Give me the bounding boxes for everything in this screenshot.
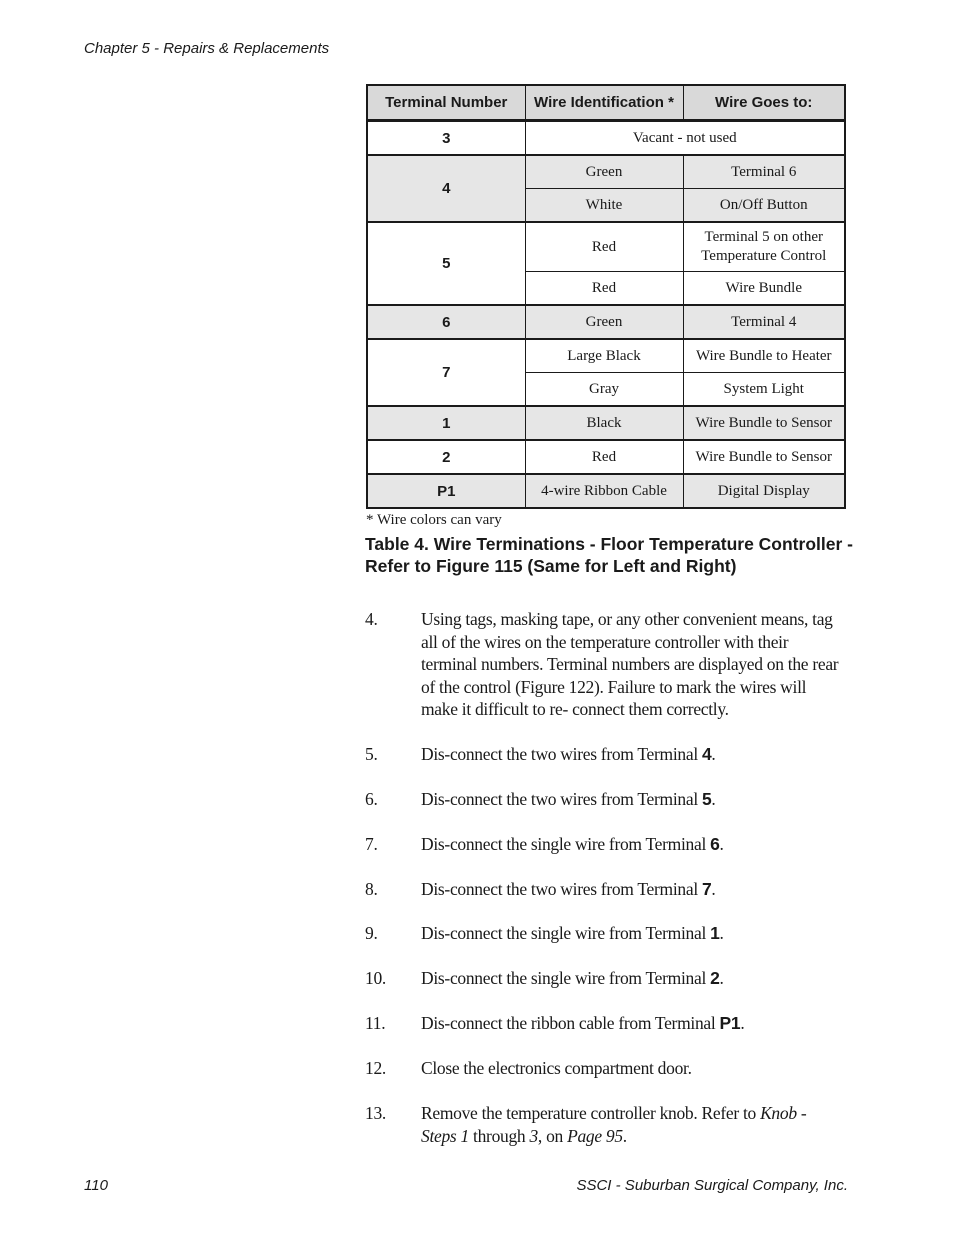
step-number: 13. <box>365 1103 386 1123</box>
page-reference: Page 95 <box>567 1125 623 1146</box>
step-item <box>365 1057 845 1080</box>
step-number: 9. <box>365 923 378 943</box>
step-item <box>365 878 845 901</box>
table-row <box>367 305 845 339</box>
step-text: Dis-connect the single wire from Terminal 1. <box>421 923 724 943</box>
wire-cell: Vacant - not used <box>525 121 845 156</box>
column-header-wire: Wire Identification * <box>525 85 683 121</box>
terminal-cell: 5 <box>367 222 525 305</box>
step-text: Dis-connect the two wires from Terminal 4. <box>421 744 716 764</box>
table-row <box>367 440 845 474</box>
wire-cell: Red <box>525 440 683 474</box>
wire-cell: Green <box>525 155 683 189</box>
terminal-cell: 6 <box>367 305 525 339</box>
step-item <box>365 1102 845 1147</box>
step-text: Dis-connect the single wire from Terminal 2. <box>421 968 724 988</box>
goes-to-cell: Wire Bundle to Sensor <box>683 440 845 474</box>
step-item <box>365 833 845 856</box>
column-header-goes-to: Wire Goes to: <box>683 85 845 121</box>
goes-to-cell: Wire Bundle to Heater <box>683 339 845 373</box>
wire-cell: Large Black <box>525 339 683 373</box>
step-text: Dis-connect the ribbon cable from Terminal P1. <box>421 1013 745 1033</box>
step-number: 6. <box>365 789 378 809</box>
step-number: 7. <box>365 834 378 854</box>
goes-to-cell: Terminal 4 <box>683 305 845 339</box>
step-text: Dis-connect the single wire from Terminal 6. <box>421 834 724 854</box>
wire-cell: Red <box>525 272 683 306</box>
table-row <box>367 339 845 373</box>
wire-cell: White <box>525 189 683 223</box>
goes-to-cell: Wire Bundle to Sensor <box>683 406 845 440</box>
company-footer: SSCI - Suburban Surgical Company, Inc. <box>576 1177 848 1194</box>
step-number: 10. <box>365 968 386 988</box>
table-row <box>367 406 845 440</box>
wire-cell: 4-wire Ribbon Cable <box>525 474 683 508</box>
table-caption: Table 4. Wire Terminations - Floor Temperature Controller - Refer to Figure 115 (Same for Left and Right) <box>365 534 853 576</box>
wire-cell: Red <box>525 222 683 272</box>
wire-cell: Green <box>525 305 683 339</box>
goes-to-cell: Digital Display <box>683 474 845 508</box>
goes-to-cell: On/Off Button <box>683 189 845 223</box>
table-row <box>367 121 845 156</box>
step-item <box>365 608 845 721</box>
step-item <box>365 1012 845 1035</box>
step-text: Dis-connect the two wires from Terminal 5. <box>421 789 716 809</box>
step-item <box>365 967 845 990</box>
terminal-cell: P1 <box>367 474 525 508</box>
step-number: 8. <box>365 879 378 899</box>
table-row <box>367 222 845 272</box>
terminal-cell: 7 <box>367 339 525 406</box>
step-number: 5. <box>365 744 378 764</box>
terminal-cell: 4 <box>367 155 525 222</box>
terminal-cell: 3 <box>367 121 525 156</box>
chapter-header: Chapter 5 - Repairs & Replacements <box>84 40 330 57</box>
step-number: 4. <box>365 609 378 629</box>
step-text: Using tags, masking tape, or any other convenient means, tag all of the wires on the temperature controller with their terminal numbers. Terminal numbers are displayed on the rear of the control (Figure 122). Failure to mark the wires will make it difficult to re- connect them correctly. <box>421 609 839 719</box>
step-text: Dis-connect the two wires from Terminal 7. <box>421 879 716 899</box>
step-text: Close the electronics compartment door. <box>421 1058 692 1078</box>
table-row <box>367 474 845 508</box>
wire-terminations-table <box>366 84 846 509</box>
table-row <box>367 155 845 189</box>
step-number: 11. <box>365 1013 386 1033</box>
goes-to-cell: Terminal 5 on other Temperature Control <box>683 222 845 272</box>
goes-to-cell: Terminal 6 <box>683 155 845 189</box>
wire-cell: Gray <box>525 373 683 407</box>
terminal-cell: 1 <box>367 406 525 440</box>
table-footnote: * Wire colors can vary <box>366 512 502 528</box>
column-header-terminal: Terminal Number <box>367 85 525 121</box>
goes-to-cell: Wire Bundle <box>683 272 845 306</box>
table-header-row <box>367 85 845 121</box>
step-text: Remove the temperature controller knob. Refer to Knob - Steps 1 through 3, on Page 95. <box>421 1103 807 1146</box>
page-number: 110 <box>84 1177 108 1194</box>
step-item <box>365 788 845 811</box>
step-number: 12. <box>365 1058 386 1078</box>
knob-steps-reference: Knob - Steps 1 <box>421 1103 807 1146</box>
step-item <box>365 922 845 945</box>
goes-to-cell: System Light <box>683 373 845 407</box>
terminal-cell: 2 <box>367 440 525 474</box>
wire-cell: Black <box>525 406 683 440</box>
step-item <box>365 743 845 766</box>
